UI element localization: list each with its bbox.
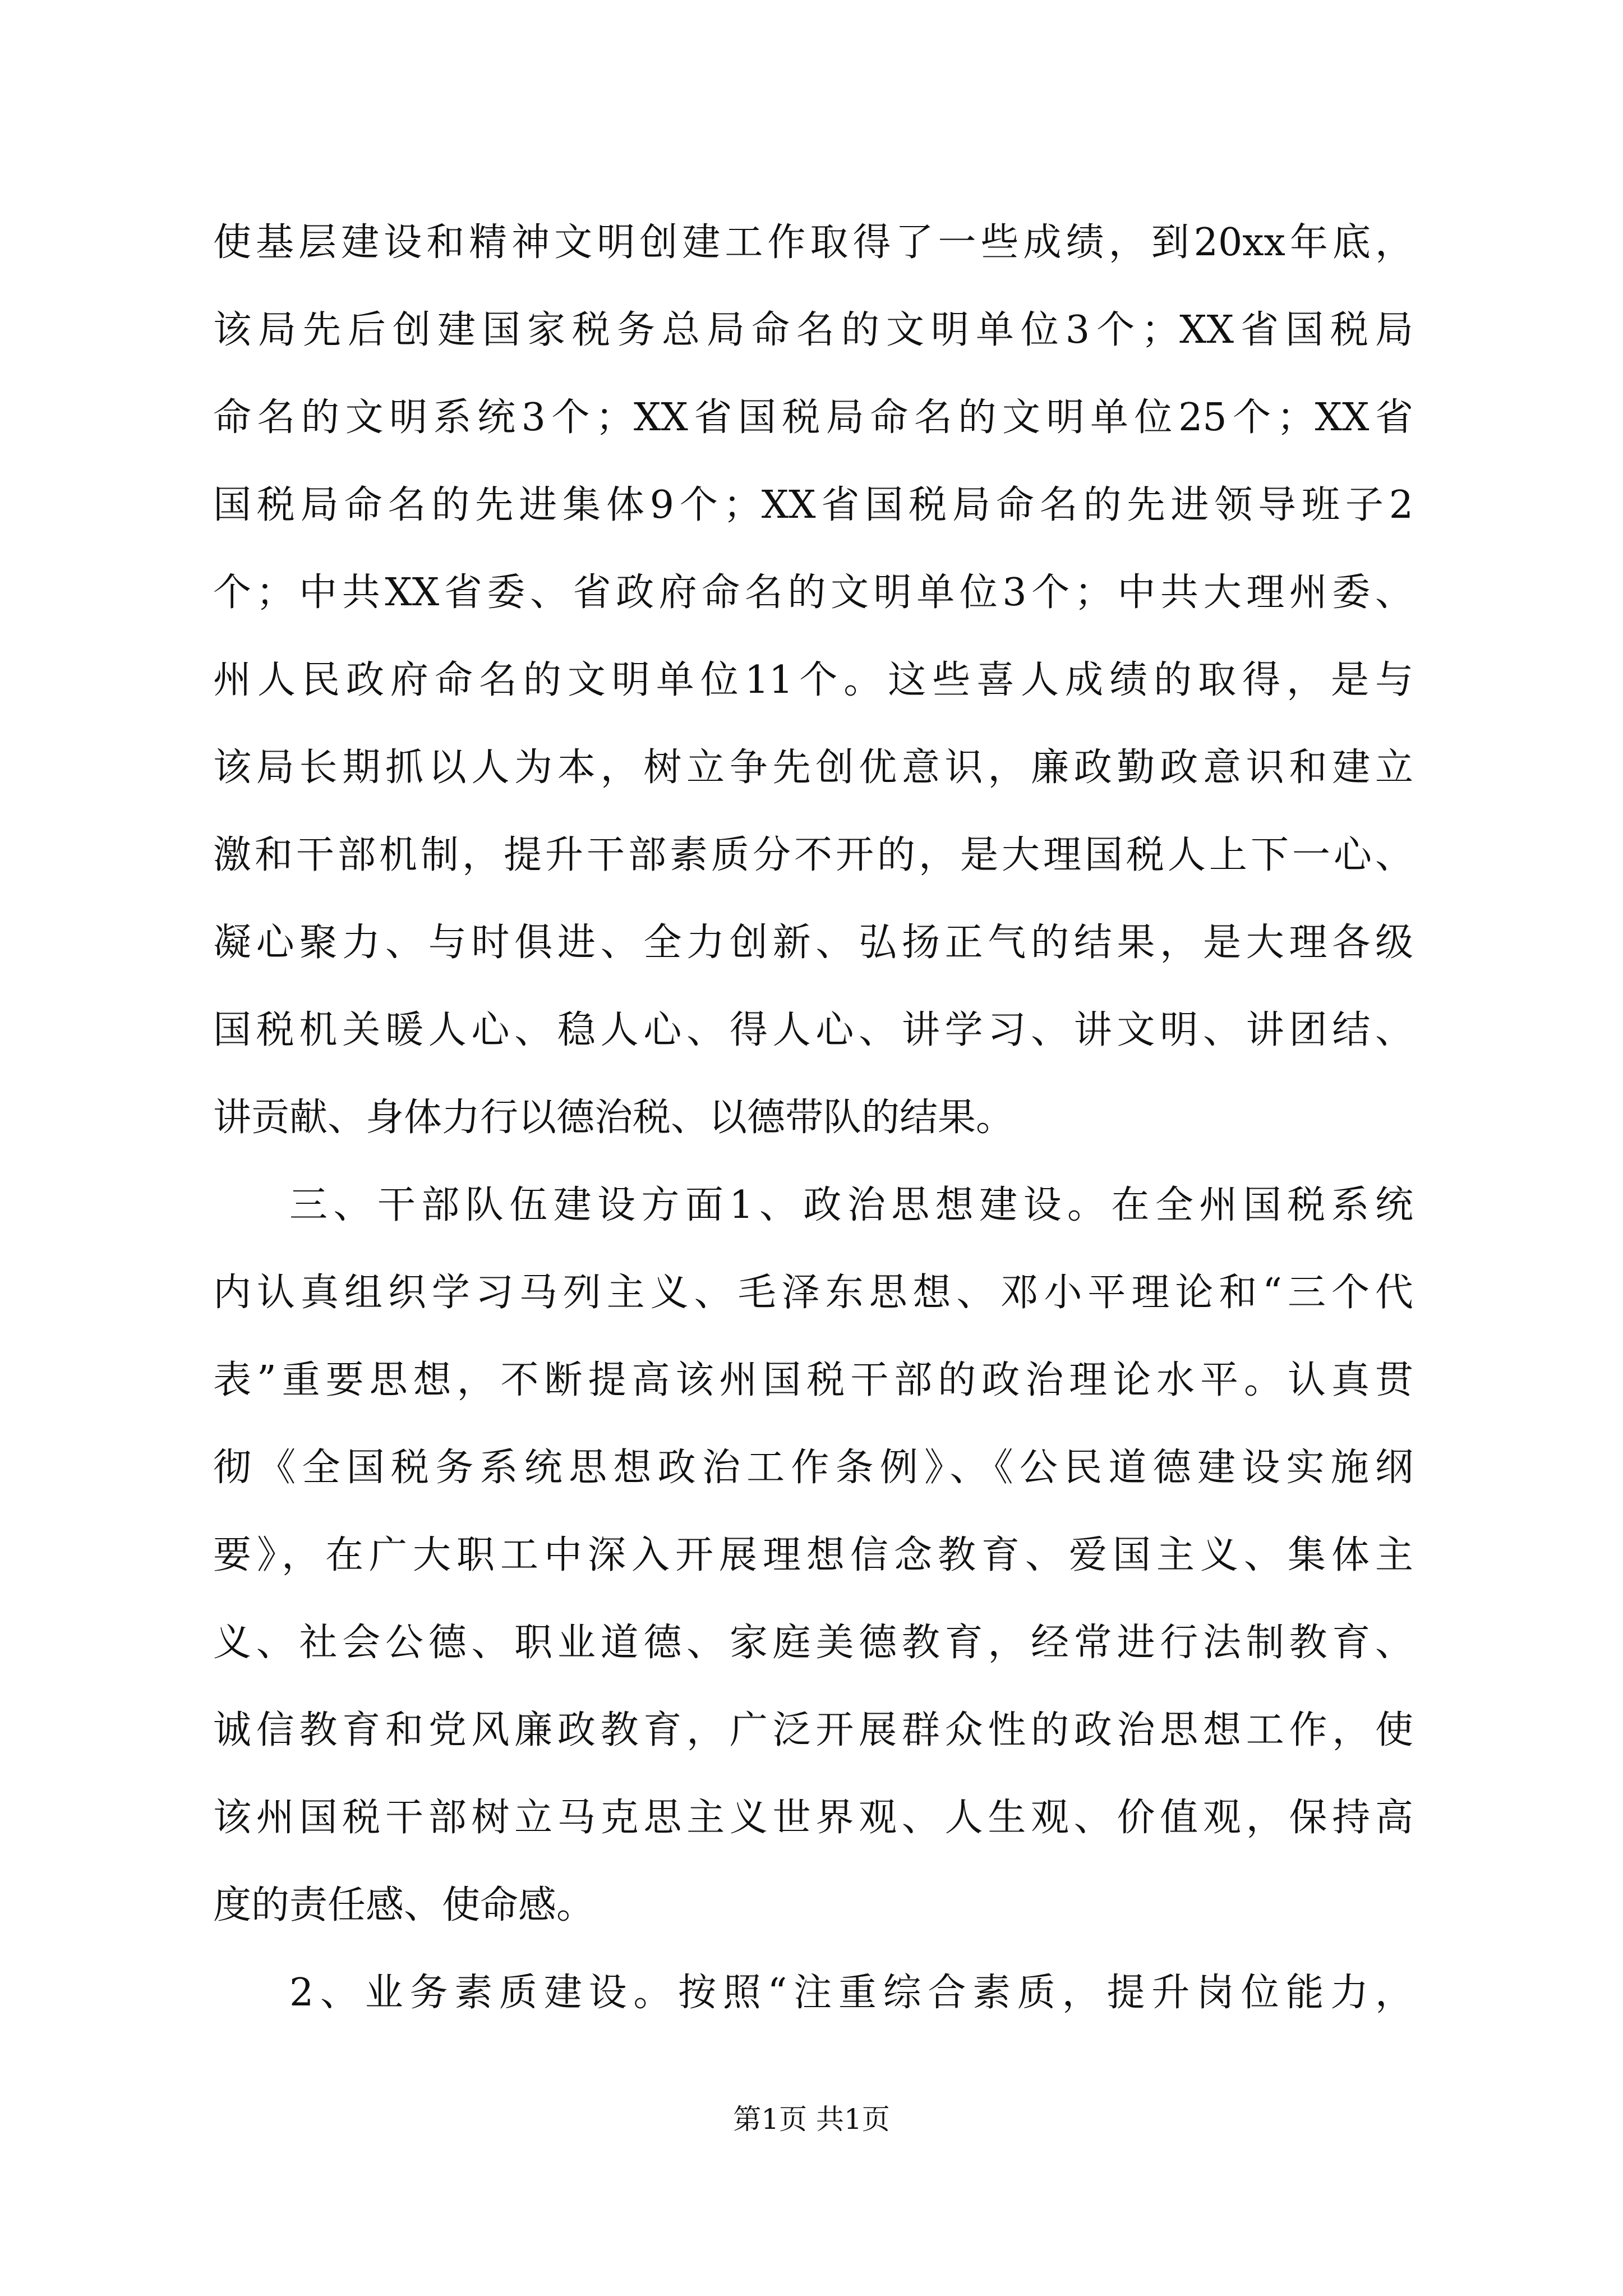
text-line: 度的责任感、使命感。 — [213, 1883, 595, 1927]
text-line: 国税局命名的先进集体9个；XX省国税局命名的先进领导班子2 — [213, 483, 1413, 527]
text-line: 该局长期抓以人为本，树立争先创优意识，廉政勤政意识和建立 — [213, 746, 1413, 790]
text-line: 要》，在广大职工中深入开展理想信念教育、爱国主义、集体主 — [213, 1533, 1413, 1577]
document-body — [213, 222, 1413, 2059]
text-line: 讲贡献、身体力行以德治税、以德带队的结果。 — [213, 1096, 1015, 1140]
text-line: 彻《全国税务系统思想政治工作条例》、《公民道德建设实施纲 — [213, 1446, 1413, 1490]
text-line: 诚信教育和党风廉政教育，广泛开展群众性的政治思想工作，使 — [213, 1708, 1413, 1752]
text-line: 州人民政府命名的文明单位11个。这些喜人成绩的取得，是与 — [213, 658, 1413, 702]
text-line: 使基层建设和精神文明创建工作取得了一些成绩，到20xx年底， — [213, 220, 1413, 265]
paragraph-start-line: 2、业务素质建设。按照“注重综合素质，提升岗位能力， — [289, 1971, 1413, 2015]
text-line: 义、社会公德、职业道德、家庭美德教育，经常进行法制教育、 — [213, 1621, 1413, 1665]
text-line: 该州国税干部树立马克思主义世界观、人生观、价值观，保持高 — [213, 1796, 1413, 1840]
text-line: 命名的文明系统3个；XX省国税局命名的文明单位25个；XX省 — [213, 395, 1413, 440]
text-line: 激和干部机制，提升干部素质分不开的，是大理国税人上下一心、 — [213, 833, 1413, 877]
text-line: 内认真组织学习马列主义、毛泽东思想、邓小平理论和“三个代 — [213, 1271, 1413, 1315]
section-heading-line: 三、干部队伍建设方面1、政治思想建设。在全州国税系统 — [289, 1183, 1413, 1227]
text-line: 个；中共XX省委、省政府命名的文明单位3个；中共大理州委、 — [213, 570, 1413, 615]
page-footer: 第1页 共1页 — [733, 2103, 890, 2136]
text-line: 表”重要思想，不断提高该州国税干部的政治理论水平。认真贯 — [213, 1358, 1413, 1402]
text-line: 凝心聚力、与时俱进、全力创新、弘扬正气的结果，是大理各级 — [213, 921, 1413, 965]
text-line: 该局先后创建国家税务总局命名的文明单位3个；XX省国税局 — [213, 308, 1413, 352]
text-line: 国税机关暖人心、稳人心、得人心、讲学习、讲文明、讲团结、 — [213, 1008, 1413, 1052]
